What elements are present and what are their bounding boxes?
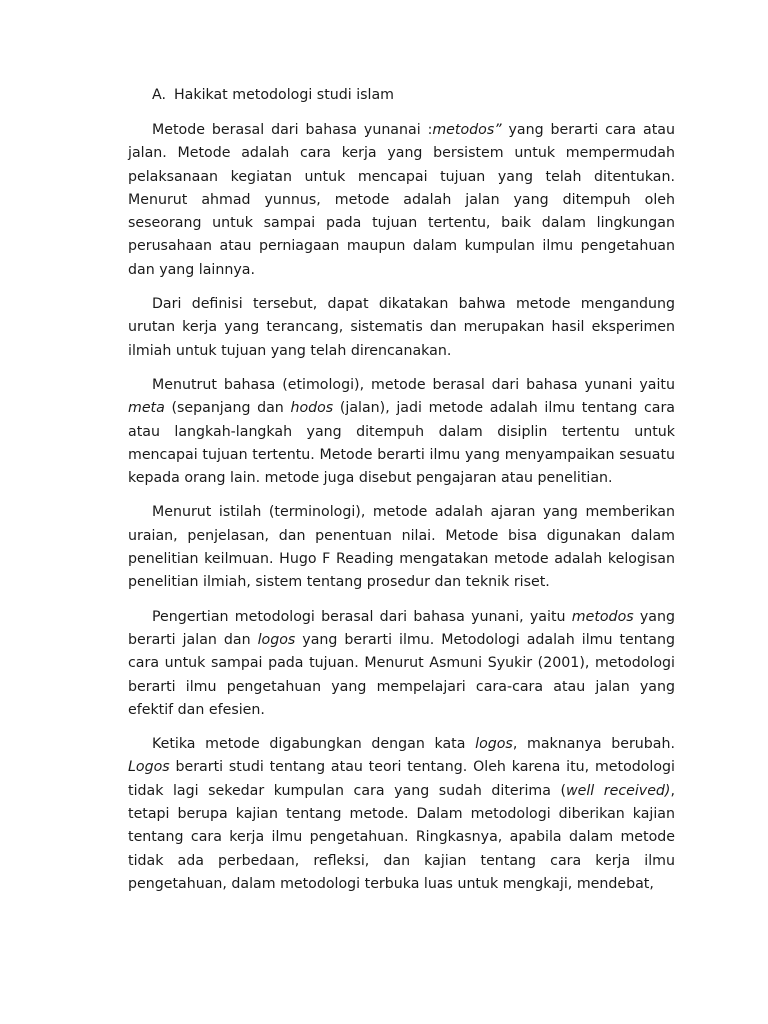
- text-segment: yang berarti cara atau jalan. Metode adalah cara kerja yang bersistem untuk mempermudah pelaksanaan kegiatan untuk mencapai tujuan yang telah ditentukan. Menurut ahmad yunnus, metode adalah jalan yang ditempuh oleh seseorang untuk sampai pada tujuan tertentu, baik dalam lingkungan perusahaan atau perniagaan maupun dalam kumpulan ilmu pengetahuan dan yang lainnya.: [128, 122, 675, 278]
- italic-term: hodos: [290, 400, 334, 417]
- section-title: Hakikat metodologi studi islam: [174, 87, 395, 103]
- text-segment: berarti studi tentang atau teori tentang. Oleh karena itu, metodologi tidak lagi sekedar kumpulan cara yang sudah diterima (: [128, 759, 675, 799]
- body-paragraph: [128, 501, 675, 594]
- text-segment: , tetapi berupa kajian tentang metode. Dalam metodologi diberikan kajian tentang cara kerja ilmu pengetahuan. Ringkasnya, apabila dalam metode tidak ada perbedaan, refleksi, dan kajian tentang cara kerja ilmu pengetahuan, dalam metodologi terbuka luas untuk mengkaji, mendebat,: [128, 782, 675, 892]
- text-segment: (jalan), jadi metode adalah ilmu tentang cara atau langkah-langkah yang ditempuh dalam disiplin tertentu untuk mencapai tujuan tertentu. Metode berarti ilmu yang menyampaikan sesuatu kepada orang lain. metode juga disebut pengajaran atau penelitian.: [128, 400, 675, 487]
- text-segment: Dari definisi tersebut, dapat dikatakan bahwa metode mengandung urutan kerja yang terancang, sistematis dan merupakan hasil eksperimen ilmiah untuk tujuan yang telah direncanakan.: [128, 296, 675, 359]
- italic-term: metodos: [571, 608, 634, 625]
- text-segment: Menurut istilah (terminologi), metode adalah ajaran yang memberikan uraian, penjelasan, dan penentuan nilai. Metode bisa digunakan dalam penelitian keilmuan. Hugo F Reading mengatakan metode adalah kelogisan penelitian ilmiah, sistem tentang prosedur dan teknik riset.: [128, 504, 675, 591]
- text-segment: Ketika metode digabungkan dengan kata: [152, 736, 476, 753]
- body-paragraph: [128, 606, 675, 722]
- body-text: [128, 119, 675, 896]
- body-paragraph: [128, 119, 675, 282]
- italic-term: Logos: [128, 759, 170, 776]
- section-heading: [128, 84, 675, 107]
- section-number: A.: [152, 87, 166, 103]
- text-segment: yang berarti ilmu. Metodologi adalah ilmu tentang cara untuk sampai pada tujuan. Menurut Asmuni Syukir (2001), metodologi berarti ilmu pengetahuan yang mempelajari cara-cara atau jalan yang efektif dan efesien.: [128, 631, 675, 718]
- text-segment: Pengertian metodologi berasal dari bahasa yunani, yaitu: [152, 608, 572, 625]
- body-paragraph: [128, 374, 675, 490]
- italic-term: logos: [257, 631, 296, 648]
- text-segment: Menutrut bahasa (etimologi), metode berasal dari bahasa yunani yaitu: [152, 376, 675, 393]
- text-segment: , maknanya berubah.: [512, 736, 675, 753]
- text-segment: yang berarti jalan dan: [128, 608, 675, 648]
- italic-term: well received): [566, 782, 671, 799]
- text-segment: Metode berasal dari bahasa yunanai :: [152, 122, 433, 138]
- body-paragraph: [128, 293, 675, 363]
- text-segment: (sepanjang dan: [164, 400, 291, 417]
- italic-term: meta: [128, 400, 165, 417]
- italic-term: metodos”: [432, 122, 502, 138]
- body-paragraph: [128, 733, 675, 896]
- italic-term: logos: [475, 736, 513, 753]
